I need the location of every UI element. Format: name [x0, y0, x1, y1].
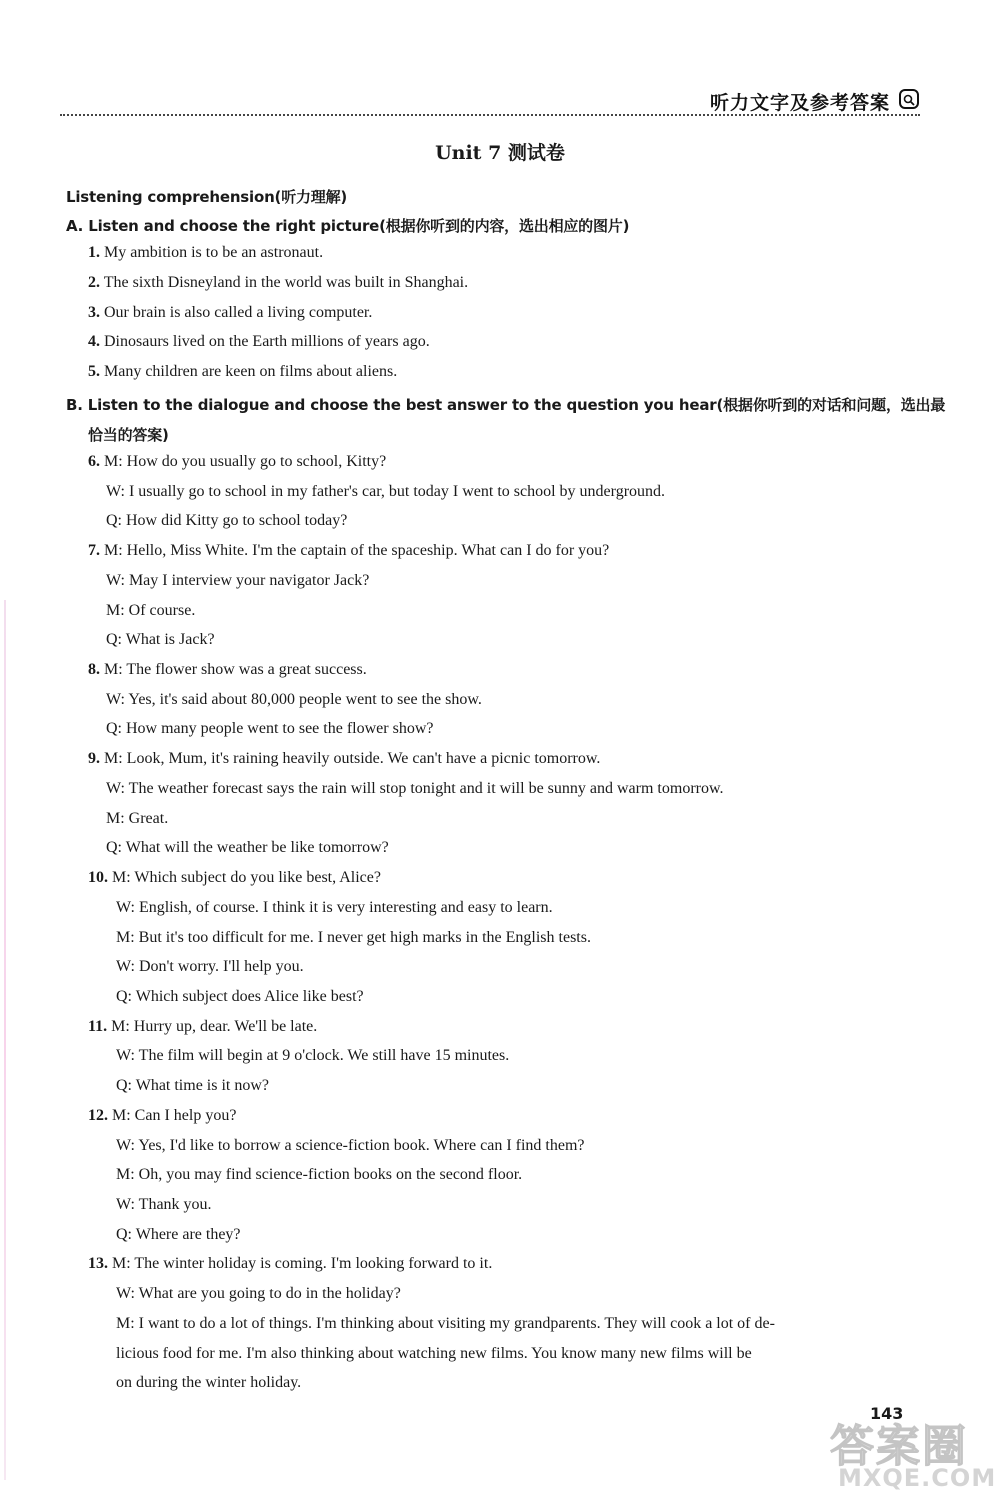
header-divider	[60, 114, 920, 116]
dialogue-line	[116, 1077, 269, 1095]
dialogue-line	[116, 1166, 522, 1184]
dialogue-line	[106, 572, 369, 590]
item-text: Many children are keen on films about aliens.	[100, 363, 398, 381]
dialogue-line	[116, 1196, 212, 1214]
dialogue-text: W: Yes, it's said about 80,000 people went to see the show.	[106, 690, 482, 708]
item-text: Our brain is also called a living computer.	[100, 303, 373, 321]
list-item	[88, 274, 468, 292]
dialogue-line	[88, 1018, 317, 1036]
dialogue-line	[116, 958, 304, 976]
item-number: 5.	[88, 363, 100, 381]
dialogue-line	[106, 602, 195, 620]
dialogue-line	[88, 1255, 492, 1273]
margin-line	[4, 600, 6, 1480]
dialogue-text: M: How do you usually go to school, Kitty?	[100, 453, 387, 470]
dialogue-text: W: I usually go to school in my father's car, but today I went to school by underground.	[106, 482, 666, 500]
item-number: 2.	[88, 273, 100, 291]
item-number: 1.	[88, 244, 100, 261]
item-number: 3.	[88, 303, 100, 321]
dialogue-line	[88, 750, 600, 768]
dialogue-line	[116, 899, 553, 917]
item-text: My ambition is to be an astronaut.	[100, 244, 324, 261]
dialogue-line	[106, 483, 665, 501]
dialogue-text: Q: Where are they?	[116, 1225, 241, 1243]
dialogue-text: W: The weather forecast says the rain will stop tonight and it will be sunny and warm tomorrow.	[106, 779, 724, 797]
question-number: 9.	[88, 750, 100, 768]
dialogue-text: W: May I interview your navigator Jack?	[106, 571, 370, 589]
dialogue-line	[116, 1285, 401, 1303]
question-number: 10.	[88, 869, 108, 887]
dialogue-line	[106, 780, 723, 798]
dialogue-line	[116, 1226, 241, 1244]
dialogue-line	[88, 542, 609, 560]
dialogue-text: M: Great.	[106, 809, 169, 827]
dialogue-line	[106, 631, 215, 649]
dialogue-text: M: Hurry up, dear. We'll be late.	[107, 1017, 318, 1035]
section-heading-b: B. Listen to the dialogue and choose the best answer to the question you hear(根据你听到的对话和问题，选出最	[66, 396, 946, 414]
watermark	[810, 1410, 995, 1495]
watermark-url: MXQE.COM	[838, 1464, 997, 1492]
dialogue-line	[88, 869, 381, 887]
page-number: 143	[870, 1404, 904, 1423]
unit-title: Unit 7 测试卷	[435, 142, 565, 164]
dialogue-line	[116, 1137, 585, 1155]
dialogue-text: Q: What time is it now?	[116, 1077, 270, 1095]
list-item	[88, 333, 430, 351]
dialogue-text: W: Thank you.	[116, 1196, 212, 1213]
question-number: 6.	[88, 453, 100, 470]
dialogue-text: M: The winter holiday is coming. I'm looking forward to it.	[108, 1255, 493, 1273]
dialogue-line	[116, 1374, 301, 1392]
section-heading-b-cont: 恰当的答案)	[88, 426, 169, 444]
dialogue-text: M: Oh, you may find science-fiction books on the second floor.	[116, 1166, 523, 1184]
dialogue-line	[116, 988, 364, 1006]
dialogue-text: M: The flower show was a great success.	[100, 661, 367, 679]
dialogue-text: M: But it's too difficult for me. I never get high marks in the English tests.	[116, 928, 591, 946]
dialogue-line	[116, 1047, 509, 1065]
header-title: 听力文字及参考答案	[709, 92, 890, 114]
list-item	[88, 244, 323, 262]
dialogue-text: M: Hello, Miss White. I'm the captain of the spaceship. What can I do for you?	[100, 542, 610, 560]
dialogue-text: M: Can I help you?	[108, 1106, 237, 1124]
dialogue-text: M: I want to do a lot of things. I'm thinking about visiting my grandparents. They will cook a lot of de-	[116, 1314, 775, 1332]
dialogue-line	[106, 839, 389, 857]
magnifier-icon	[898, 88, 920, 110]
dialogue-text: M: Of course.	[106, 601, 196, 619]
dialogue-text: M: Which subject do you like best, Alice?	[108, 869, 381, 887]
dialogue-line	[116, 929, 591, 947]
dialogue-text: Q: How many people went to see the flower show?	[106, 720, 434, 738]
question-number: 13.	[88, 1255, 108, 1273]
dialogue-line	[116, 1315, 775, 1333]
dialogue-text: Q: What will the weather be like tomorrow?	[106, 839, 389, 857]
dialogue-text: W: The film will begin at 9 o'clock. We still have 15 minutes.	[116, 1047, 510, 1065]
item-number: 4.	[88, 333, 100, 351]
dialogue-text: Q: What is Jack?	[106, 631, 215, 649]
watermark-logo: 答案圈	[830, 1421, 968, 1472]
section-heading-listening: Listening comprehension(听力理解)	[66, 188, 348, 206]
dialogue-line	[116, 1345, 752, 1363]
dialogue-line	[106, 810, 168, 828]
dialogue-text: W: English, of course. I think it is very interesting and easy to learn.	[116, 898, 553, 916]
dialogue-line	[106, 720, 433, 738]
list-item	[88, 304, 372, 322]
dialogue-text: Q: How did Kitty go to school today?	[106, 512, 348, 530]
dialogue-text: Q: Which subject does Alice like best?	[116, 987, 364, 1005]
question-number: 8.	[88, 661, 100, 679]
dialogue-line	[106, 691, 482, 709]
dialogue-text: licious food for me. I'm also thinking about watching new films. You know many new films will be	[116, 1344, 752, 1362]
dialogue-text: W: What are you going to do in the holiday?	[116, 1285, 401, 1303]
dialogue-text: M: Look, Mum, it's raining heavily outside. We can't have a picnic tomorrow.	[100, 750, 601, 768]
section-heading-a: A. Listen and choose the right picture(根据你听到的内容，选出相应的图片)	[66, 217, 630, 235]
item-text: Dinosaurs lived on the Earth millions of years ago.	[100, 333, 430, 351]
dialogue-text: W: Don't worry. I'll help you.	[116, 958, 304, 976]
list-item	[88, 363, 397, 381]
dialogue-line	[88, 661, 367, 679]
dialogue-line	[88, 1107, 236, 1125]
dialogue-text: W: Yes, I'd like to borrow a science-fiction book. Where can I find them?	[116, 1136, 585, 1154]
dialogue-text: on during the winter holiday.	[116, 1374, 302, 1392]
item-text: The sixth Disneyland in the world was built in Shanghai.	[100, 273, 469, 291]
question-number: 7.	[88, 542, 100, 560]
question-number: 11.	[88, 1017, 108, 1035]
dialogue-line	[88, 453, 386, 471]
question-number: 12.	[88, 1106, 108, 1124]
dialogue-line	[106, 512, 347, 530]
